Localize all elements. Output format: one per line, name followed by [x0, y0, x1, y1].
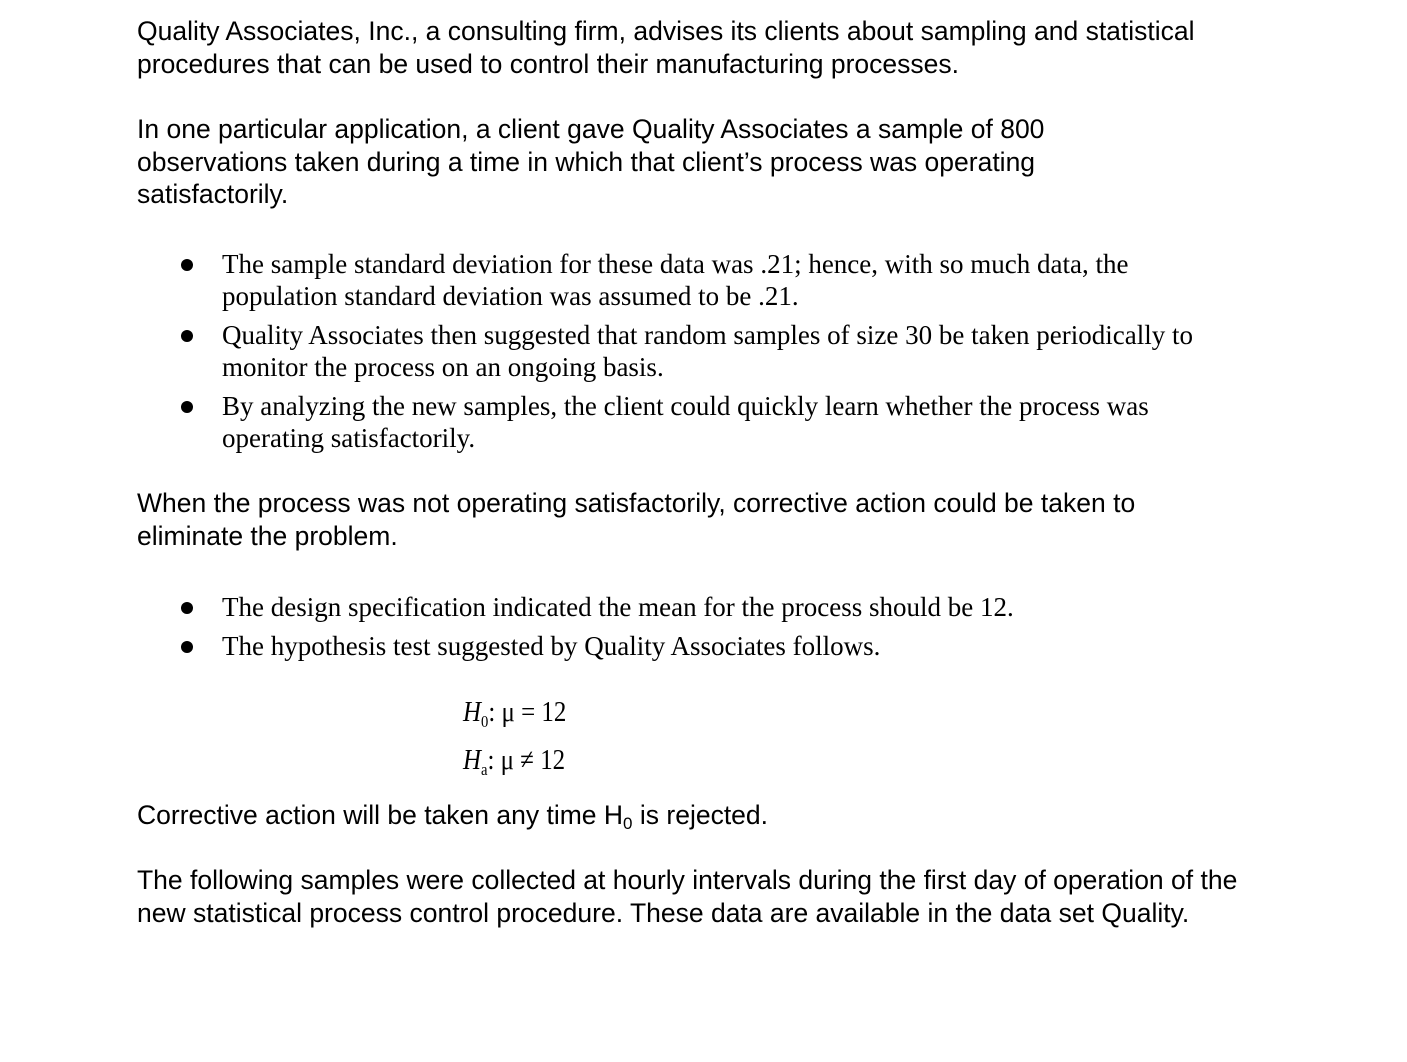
- rejection-subscript: 0: [623, 814, 633, 833]
- bullet-item: [0, 390, 1235, 454]
- bullet-text: The sample standard deviation for these data was .21; hence, with so much data, the population standard deviation was assumed to be .21.: [222, 249, 1129, 311]
- null-hypothesis-subscript: 0: [481, 712, 489, 731]
- alternative-hypothesis-subscript: a: [481, 760, 488, 779]
- sample-paragraph: In one particular application, a client gave Quality Associates a sample of 800 observations taken during a time in which that client’s process was operating satisfactorily.: [137, 114, 1045, 209]
- bullet-item: [0, 630, 1235, 662]
- bullet-text: Quality Associates then suggested that random samples of size 30 be taken periodically to monitor the process on an ongoing basis.: [222, 320, 1194, 382]
- bullet-item: [0, 248, 1235, 312]
- bullet-text: The design specification indicated the mean for the process should be 12.: [222, 592, 1014, 622]
- alternative-hypothesis: [463, 744, 566, 779]
- bullet-item: [0, 319, 1235, 383]
- bullet-dot-icon: [181, 259, 193, 271]
- bullet-text: The hypothesis test suggested by Quality Associates follows.: [222, 631, 881, 661]
- null-hypothesis-symbol: H: [463, 696, 482, 728]
- bullet-dot-icon: [181, 330, 193, 342]
- rejection-text-before: Corrective action will be taken any time H: [137, 800, 624, 830]
- intro-paragraph: Quality Associates, Inc., a consulting firm, advises its clients about sampling and statistical procedures that can be used to control their manufacturing processes.: [137, 16, 1195, 79]
- alternative-hypothesis-relation: : μ ≠ 12: [487, 744, 566, 776]
- bullet-dot-icon: [181, 401, 193, 413]
- bullet-text: By analyzing the new samples, the client could quickly learn whether the process was operating satisfactorily.: [222, 391, 1149, 453]
- alternative-hypothesis-symbol: H: [463, 744, 482, 776]
- bullet-dot-icon: [181, 602, 193, 614]
- specification-bullet-list: [0, 591, 1235, 669]
- bullet-item: [0, 591, 1235, 623]
- samples-paragraph: The following samples were collected at hourly intervals during the first day of operation of the new statistical process control procedure. These data are available in the data set Quality.: [137, 865, 1238, 928]
- corrective-action-paragraph: When the process was not operating satisfactorily, corrective action could be taken to eliminate the problem.: [137, 488, 1136, 551]
- null-hypothesis-relation: : μ = 12: [488, 696, 567, 728]
- rejection-paragraph: [137, 799, 1237, 832]
- assumption-bullet-list: [0, 248, 1235, 461]
- null-hypothesis: [463, 696, 567, 731]
- rejection-text-after: is rejected.: [632, 800, 769, 830]
- bullet-dot-icon: [181, 641, 193, 653]
